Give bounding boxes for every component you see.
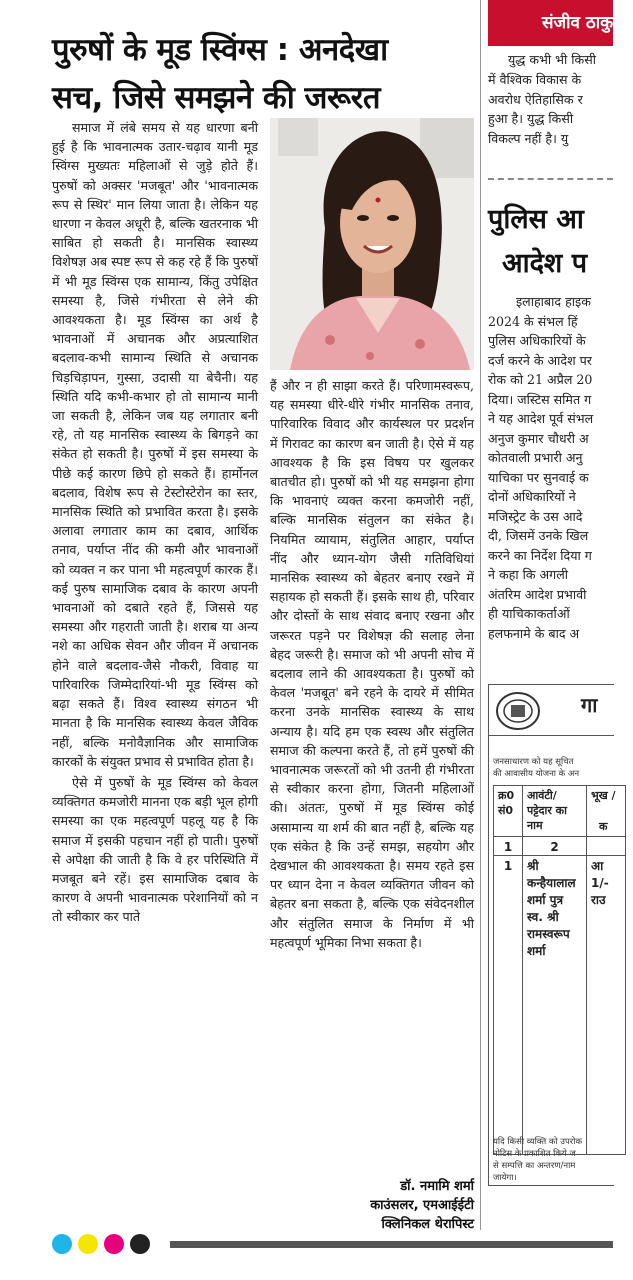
notice-title: गा — [581, 693, 598, 717]
story-2-line: अंतरिम आदेश प्रभावी — [488, 586, 587, 602]
author-tag-band — [488, 0, 613, 46]
article-column-1 — [52, 118, 258, 1230]
row-land-line: आ — [591, 859, 604, 873]
story-1-line: हुआ है। युद्ध किसी — [488, 111, 574, 126]
notice-intro-2: की आवासीय योजना के अन — [493, 769, 580, 779]
story-2-line: करने का निर्देश दिया ग — [488, 547, 592, 563]
story-2-line: अनुज कुमार चौधरी अ — [488, 430, 589, 446]
story-2-line: ने कहा कि अगली — [488, 567, 569, 582]
row-land-line: राउ — [591, 893, 606, 907]
story-2-text — [488, 292, 613, 643]
row-land-line: 1/- — [591, 876, 609, 890]
byline-title-1: काउंसलर, एमआईईटी — [370, 1198, 474, 1213]
row-serial: 1 — [493, 855, 523, 1155]
story-2-line: दिया। जस्टिस समित ग — [488, 391, 592, 407]
yellow-dot — [78, 1234, 98, 1254]
public-notice — [488, 684, 614, 1186]
author-photo-illustration — [270, 118, 474, 370]
notice-footer-3: से सम्पत्ति का अन्तरण/नाम — [493, 1161, 576, 1171]
row-allottee-name: श्री कन्हैयालाल शर्मा पुत्र स्व. श्री रामस्वरूप शर्मा — [522, 855, 587, 1155]
story-2-line: दर्ज करने के आदेश पर — [488, 352, 592, 368]
col-number: 1 — [493, 836, 523, 856]
byline-name: डॉ. नमामि शर्मा — [400, 1179, 474, 1194]
story-1-line: युद्ध कभी भी किसी — [508, 52, 596, 67]
cyan-dot — [52, 1234, 72, 1254]
column-divider — [480, 0, 481, 1230]
registration-line — [170, 1241, 613, 1248]
header-allottee: आवंटी/ पट्टेदार का नाम — [522, 785, 587, 837]
story-2-line: ही याचिकाकर्ताओं — [488, 606, 570, 621]
header-land-2: क — [599, 820, 608, 833]
story-2-line: इलाहाबाद हाइक — [516, 294, 591, 309]
story-2-line: ने यह आदेश पूर्व संभल — [488, 411, 594, 426]
story-2-headline — [488, 198, 613, 286]
story-2-line: दोनों अधिकारियों ने — [488, 489, 576, 504]
notice-footer-2: नोटिस के प्रकाशित किये ज — [493, 1149, 576, 1159]
story-1-line: अवरोध ऐतिहासिक र — [488, 91, 583, 107]
byline-title-2: क्लिनिकल थेरापिस्ट — [381, 1217, 474, 1232]
headline-line-1: पुरुषों के मूड स्विंग्स : अनदेखा — [52, 32, 388, 68]
story-2-line: कोतवाली प्रभारी अनु — [488, 450, 583, 465]
article-paragraph: हैं और न ही साझा करते हैं। परिणामस्वरूप, यह समस्या धीरे-धीरे गंभीर मानसिक तनाव, पारिवारिक विवाद और कार्यस्थल पर प्रदर्शन में गिरावट का कारण बन जाती है। ऐसे में यह आवश्यक है कि इस विषय पर खुलकर बातचीत हो। पुरुषों को भी यह समझना होगा कि भावनाएं व्यक्त करना कमजोरी नहीं, बल्कि मानसिक संतुलन का संकेत है। नियमित व्यायाम, संतुलित आहार, पर्याप्त नींद और ध्यान-योग जैसी गतिविधियां मानसिक स्वास्थ्य को बेहतर बनाए रखने में सहायक हो सकती हैं। इसके साथ ही, परिवार और दोस्तों के साथ संवाद बनाए रखना और जरूरत पड़ने पर विशेषज्ञ की सलाह लेना बेहद जरूरी है। समाज को भी अपनी सोच में बदलाव लाने की आवश्यकता है। पुरुषों को केवल 'मजबूत' बने रहने के दायरे में सीमित करना उनके मानसिक स्वास्थ्य के साथ अन्याय है। यदि हम एक स्वस्थ और संतुलित समाज की कल्पना करते हैं, तो हमें पुरुषों की भावनात्मक जरूरतों को भी उतनी ही गंभीरता से स्वीकार करना होगा, जितनी महिलाओं की। अंततः, पुरुषों में मूड स्विंग्स कोई असामान्य या शर्म की बात नहीं है, बल्कि यह एक संकेत है कि उन्हें समझ, सहयोग और देखभाल की आवश्यकता है। समय रहते इस पर ध्यान देना न केवल व्यक्तिगत जीवन को बेहतर बना सकता है, बल्कि एक संवेदनशील और संतुलित समाज के निर्माण में भी महत्वपूर्ण भूमिका निभा सकता है। — [270, 378, 474, 950]
header-serial: क्र0 सं0 — [493, 785, 523, 837]
row-land — [586, 855, 626, 1155]
notice-intro-1: जनसाधारण को यह सूचित — [493, 757, 574, 767]
black-dot — [130, 1234, 150, 1254]
authority-logo-icon — [495, 691, 541, 731]
notice-footer-4: जायेगा। — [493, 1173, 517, 1183]
story-2-line: पुलिस अधिकारियों के — [488, 333, 586, 348]
author-photo — [270, 118, 474, 370]
col-number-empty — [586, 836, 626, 856]
story-1-text-body — [488, 70, 613, 148]
article-paragraph: ऐसे में पुरुषों के मूड स्विंग्स को केवल व्यक्तिगत कमजोरी मानना एक बड़ी भूल होगी समस्या का एक महत्वपूर्ण पहलू यह है कि समाज में इसकी पहचान नहीं हो पाती। पुरुषों से अपेक्षा की जाती है कि वे हर परिस्थिति में मजबूत बने रहें। इस सामाजिक दबाव के कारण वे अपनी भावनात्मक परेशानियों को न तो स्वीकार कर पाते — [52, 774, 258, 925]
magenta-dot — [104, 1234, 124, 1254]
story-2-line: हलफनामे के बाद अ — [488, 625, 580, 641]
col-number: 2 — [522, 836, 587, 856]
article-headline — [52, 26, 474, 122]
story-2-line: मजिस्ट्रेट के उस आदे — [488, 508, 583, 524]
print-registration-bar — [0, 1234, 613, 1254]
story-divider — [488, 178, 613, 180]
story-2-headline-line-1: पुलिस आ — [488, 204, 584, 235]
story-1-line: विकल्प नहीं है। यु — [488, 130, 569, 146]
author-tag: संजीव ठाकु — [542, 13, 614, 33]
story-1-text — [508, 50, 633, 70]
story-2-line: 2024 के संभल हिं — [488, 313, 578, 329]
article-paragraph: समाज में लंबे समय से यह धारणा बनी हुई है कि भावनात्मक उतार-चढ़ाव यानी मूड स्विंग्स मुख्यतः महिलाओं से जुड़े होते हैं। पुरुषों को अक्सर 'मजबूत' और 'भावनात्मक रूप से स्थिर' मान लिया जाता है। लेकिन यह धारणा न केवल अधूरी है, बल्कि खतरनाक भी साबित हो सकती है। मानसिक स्वास्थ्य विशेषज्ञ अब स्पष्ट रूप से कह रहे हैं कि पुरुषों में भी मूड स्विंग्स एक सामान्य, किंतु उपेक्षित समस्या है, जिसे गंभीरता से लेने की आवश्यकता है। मूड स्विंग्स का अर्थ है भावनाओं में अचानक और अप्रत्याशित बदलाव-कभी सामान्य स्थिति से अचानक चिड़चिड़ापन, गुस्सा, उदासी या बेचैनी। यह स्थिति यदि कभी-कभार हो तो सामान्य मानी जा सकती है, लेकिन जब यह लगातार बनी रहे, तो यह मानसिक स्वास्थ्य के बिगड़ने का संकेत हो सकती है। पुरुषों में इस समस्या के पीछे कई कारण छिपे हो सकते हैं। हार्मोनल बदलाव, विशेष रूप से टेस्टोस्टेरोन का स्तर, मानसिक स्थिति को प्रभावित करता है। इसके अलावा लगातार काम का दबाव, आर्थिक तनाव, पर्याप्त नींद की कमी और भावनाओं को व्यक्त न कर पाना भी महत्वपूर्ण कारक हैं। कई पुरुष सामाजिक दबाव के कारण अपनी भावनाओं को दबाते रहते हैं, जिससे यह समस्या और गहराती जाती है। शराब या अन्य नशे का अधिक सेवन और जीवन में अचानक होने वाले बदलाव-जैसे नौकरी, विवाह या पारिवारिक जिम्मेदारियां-भी मूड स्विंग्स को बढ़ा सकते हैं। विश्व स्वास्थ्य संगठन भी मानता है कि मानसिक स्वास्थ्य केवल जैविक नहीं, बल्कि मनोवैज्ञानिक और सामाजिक कारकों के संयुक्त प्रभाव से प्रभावित होता है। — [52, 120, 258, 769]
story-2-headline-line-2: आदेश प — [502, 248, 588, 279]
notice-footer-1: यदि किसी व्यक्ति को उपरोक — [493, 1137, 582, 1147]
story-2-line: दी, जिसमें उनके खिल — [488, 528, 589, 543]
article-column-2 — [270, 376, 474, 950]
headline-line-2: सच, जिसे समझने की जरूरत — [52, 80, 380, 116]
story-2-line: रोक को 21 अप्रैल 20 — [488, 372, 593, 387]
story-1-line: में वैश्विक विकास के — [488, 72, 582, 87]
byline — [270, 1177, 474, 1234]
story-2-line: याचिका पर सुनवाई क — [488, 469, 589, 485]
header-land: भूख / — [586, 785, 626, 837]
